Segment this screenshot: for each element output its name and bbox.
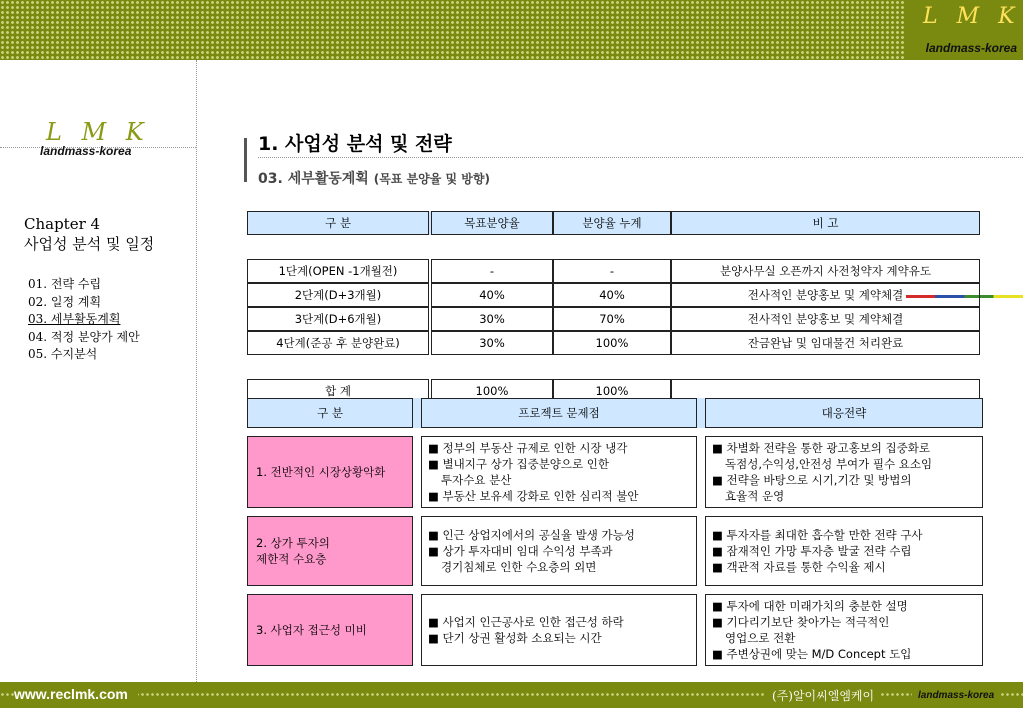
page-title: 1. 사업성 분석 및 전략 [258,133,452,155]
top-banner [0,0,1023,60]
strategy-line: ■ 주변상권에 맞는 M/D Concept 도입 [712,647,912,661]
strategy-line: ■ 투자자를 최대한 흡수할 만한 전략 구사 [712,528,923,542]
top-logo [905,0,1023,60]
page-subtitle [258,168,490,188]
header-cell: 비 고 [671,211,980,235]
problem-line: ■ 단기 상권 활성화 소요되는 시간 [428,631,602,645]
header-cell: 구 분 [247,398,413,428]
table-cell: 2단계(D+3개월) [247,283,429,307]
table-row [247,436,983,508]
footer-brand: landmass-korea [912,690,1000,701]
table-header-row [247,211,980,235]
chapter-heading [24,214,154,254]
total-cell: 100% [431,379,553,403]
issue-strategy-table [247,398,983,666]
sidebar-divider [196,60,197,682]
table-header-row [247,398,983,428]
problem-line: ■ 부동산 보유세 강화로 인한 심리적 불안 [428,489,639,503]
strategy-line: ■ 잠재적인 가망 투자층 발굴 전략 수립 [712,544,912,558]
sidebar-logo [40,118,150,158]
footer-bar [0,682,1023,708]
table-cell: 40% [431,283,553,307]
subtitle-paren: (목표 분양율 및 방향) [373,172,490,186]
problem-line: ■ 인근 상업지에서의 공실율 발생 가능성 [428,528,635,542]
header-cell: 분양율 누계 [553,211,671,235]
strategy-line: 효율적 운영 [725,489,785,503]
header-cell: 구 분 [247,211,429,235]
problem-line: ■ 상가 투자대비 임대 수익성 부족과 [428,544,613,558]
footer-url[interactable]: www.reclmk.com [14,686,138,702]
toc-item-revenue[interactable]: 05. 수지분석 [28,347,98,361]
table-row [247,594,983,666]
heading-accent-bar [244,138,247,182]
table-row [247,259,980,283]
strategy-line: ■ 기다리기보단 찾아가는 적극적인 [712,615,890,629]
subtitle-text: 세부활동계획 [287,171,369,187]
problem-line: ■ 별내지구 상가 집중분양으로 인한 [428,457,610,471]
table-row [247,283,980,307]
table-cell: 전사적인 분양홍보 및 계약체결 [671,283,980,307]
strategy-cell [705,594,983,666]
strategy-cell [705,436,983,508]
subtitle-number: 03. [258,171,283,187]
table-cell: 3단계(D+6개월) [247,307,429,331]
problem-line: 투자수요 분산 [441,473,512,487]
table-row [247,516,983,586]
chapter-title: 사업성 분석 및 일정 [24,235,155,253]
sidebar-logo-sub: landmass-korea [40,144,132,158]
toc-item-pricing[interactable]: 04. 적정 분양가 제안 [28,329,140,344]
strategy-line: 영업으로 전환 [725,631,796,645]
total-cell: 100% [553,379,671,403]
toc-list [28,276,140,364]
table-cell: 100% [553,331,671,355]
header-cell: 대응전략 [705,398,983,428]
sidebar-logo-mark: L M K [46,118,150,146]
top-logo-mark: L M K [923,4,1021,29]
strategy-line: ■ 차별화 전략을 통한 광고홍보의 집중화로 [712,441,930,455]
problem-line: ■ 사업지 인근공사로 인한 접근성 하락 [428,615,624,629]
problem-line: ■ 정부의 부동산 규제로 인한 시장 냉각 [428,441,628,455]
strategy-line: 독점성,수익성,안전성 부여가 필수 요소임 [725,457,933,471]
heading-rule [258,157,1023,158]
table-cell: 30% [431,307,553,331]
table-cell: 4단계(준공 후 분양완료) [247,331,429,355]
header-cell: 프로젝트 문제점 [421,398,697,428]
toc-item-activity-plan[interactable]: 03. 세부활동계획 [28,312,121,326]
table-row [247,331,980,355]
table-cell: 70% [553,307,671,331]
chapter-number: Chapter 4 [24,215,101,233]
toc-item-schedule[interactable]: 02. 일정 계획 [28,294,102,309]
table-cell: - [431,259,553,283]
strategy-cell [705,516,983,586]
total-cell: 합 계 [247,379,429,403]
issue-label: 2. 상가 투자의 제한적 수요층 [247,516,413,586]
top-logo-sub: landmass-korea [925,41,1017,55]
problem-cell [421,436,697,508]
toc-item-strategy[interactable]: 01. 전략 수립 [28,277,102,291]
table-cell: 30% [431,331,553,355]
table-cell: 잔금완납 및 임대물건 처리완료 [671,331,980,355]
table-row [247,307,980,331]
issue-label: 3. 사업자 접근성 미비 [247,594,413,666]
problem-cell [421,516,697,586]
table-cell: 1단계(OPEN -1개월전) [247,259,429,283]
table-cell: - [553,259,671,283]
table-cell: 40% [553,283,671,307]
strategy-line: ■ 투자에 대한 미래가치의 충분한 설명 [712,599,908,613]
problem-line: 경기침체로 인한 수요층의 외면 [441,560,597,574]
strategy-line: ■ 객관적 자료를 통한 수익율 제시 [712,560,886,574]
sales-plan-table [247,211,980,403]
strategy-line: ■ 전략을 바탕으로 시기,기간 및 방법의 [712,473,912,487]
problem-cell [421,594,697,666]
header-cell: 목표분양율 [431,211,553,235]
issue-label: 1. 전반적인 시장상황악화 [247,436,413,508]
table-cell: 분양사무실 오픈까지 사전청약자 계약유도 [671,259,980,283]
table-cell: 전사적인 분양홍보 및 계약체결 [671,307,980,331]
footer-company: (주)알이씨엘엠케이 [766,687,880,704]
